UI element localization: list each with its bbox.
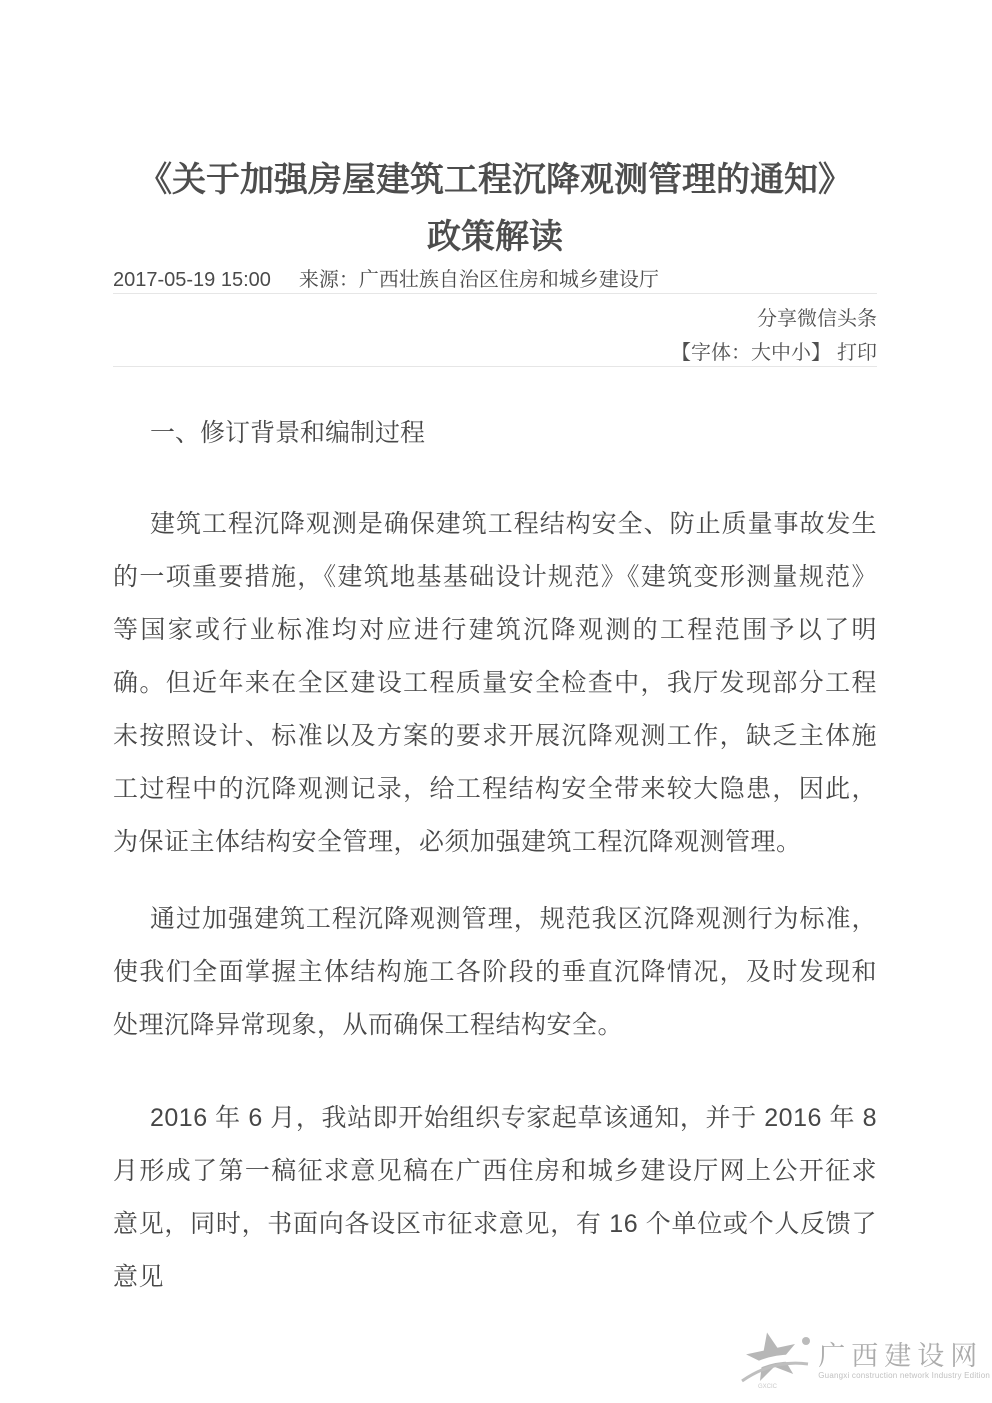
share-row — [113, 306, 877, 332]
font-size-small-button[interactable]: 小 — [791, 342, 811, 364]
source-name: 广西壮族自治区住房和城乡建设厅 — [358, 269, 659, 291]
font-size-suffix: 】 — [811, 342, 831, 364]
section-heading: 一、修订背景和编制过程 — [150, 419, 426, 447]
print-button[interactable]: 打印 — [837, 342, 877, 364]
site-watermark — [736, 1330, 990, 1392]
font-print-toolbar — [113, 340, 877, 367]
paragraph-1: 建筑工程沉降观测是确保建筑工程结构安全、防止质量事故发生的一项重要措施，《建筑地基基础设计规范》《建筑变形测量规范》等国家或行业标准均对应进行建筑沉降观测的工程范围予以了明确。但近年来在全区建设工程质量安全检查中，我厅发现部分工程未按照设计、标准以及方案的要求开展沉降观测工作，缺乏主体施工过程中的沉降观测记录，给工程结构安全带来较大隐患，因此，为保证主体结构安全管理，必须加强建筑工程沉降观测管理。 — [113, 510, 877, 856]
page-title — [113, 152, 877, 266]
share-wechat-link[interactable]: 微信 — [797, 308, 837, 330]
font-size-prefix: 【字体： — [671, 342, 751, 364]
site-tagline: Guangxi construction network Industry Edition — [818, 1371, 990, 1380]
article-meta — [113, 268, 877, 294]
share-label: 分享 — [757, 308, 797, 330]
publish-datetime: 2017-05-19 15:00 — [113, 269, 271, 291]
paragraph-2: 通过加强建筑工程沉降观测管理，规范我区沉降观测行为标准，使我们全面掌握主体结构施工各阶段的垂直沉降情况，及时发现和处理沉降异常现象，从而确保工程结构安全。 — [113, 905, 877, 1039]
logo-small-text: GXCIC — [758, 1384, 778, 1390]
font-size-large-button[interactable]: 大 — [751, 342, 771, 364]
site-logo-text — [818, 1341, 990, 1381]
site-logo-star-icon — [736, 1330, 814, 1392]
article-content — [113, 0, 877, 1304]
share-toutiao-link[interactable]: 头条 — [837, 308, 877, 330]
source-label: 来源： — [298, 269, 359, 291]
site-name: 广西建设网 — [818, 1341, 984, 1371]
page-title-line-2: 政策解读 — [427, 218, 563, 256]
paragraph-3: 2016 年 6 月，我站即开始组织专家起草该通知，并于 2016 年 8 月形成了第一稿征求意见稿在广西住房和城乡建设厅网上公开征求意见，同时，书面向各设区市征求意见，有 16 个单位或个人反馈了意见 — [113, 1104, 877, 1291]
page-title-line-1: 《关于加强房屋建筑工程沉降观测管理的通知》 — [138, 161, 852, 199]
font-size-medium-button[interactable]: 中 — [771, 342, 791, 364]
